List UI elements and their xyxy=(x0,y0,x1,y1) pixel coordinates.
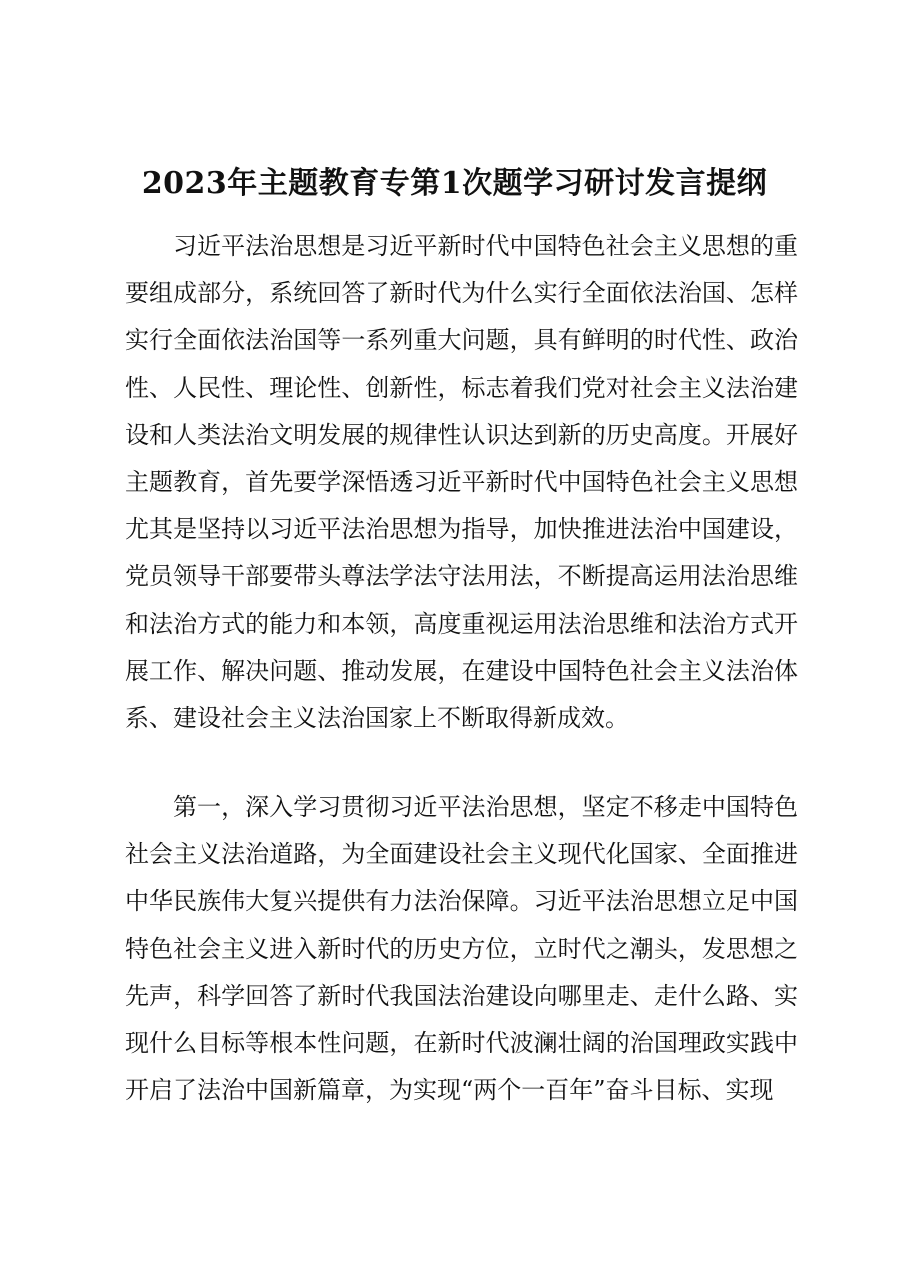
body-paragraph-1: 习近平法治思想是习近平新时代中国特色社会主义思想的重要组成部分，系统回答了新时代为什么实行全面依法治国、怎样实行全面依法治国等一系列重大问题，具有鲜明的时代性、政治性、人民性、理论性、创新性，标志着我们党对社会主义法治建设和人类法治文明发展的规律性认识达到新的历史高度。开展好主题教育，首先要学深悟透习近平新时代中国特色社会主义思想尤其是坚持以习近平法治思想为指导，加快推进法治中国建设，党员领导干部要带头尊法学法守法用法，不断提高运用法治思维和法治方式的能力和本领，高度重视运用法治思维和法治方式开展工作、解决问题、推动发展，在建设中国特色社会主义法治体系、建设社会主义法治国家上不断取得新成效。 xyxy=(125,232,798,733)
body-paragraph-2: 第一，深入学习贯彻习近平法治思想，坚定不移走中国特色社会主义法治道路，为全面建设社会主义现代化国家、全面推进中华民族伟大复兴提供有力法治保障。习近平法治思想立足中国特色社会主义进入新时代的历史方位，立时代之潮头，发思想之先声，科学回答了新时代我国法治建设向哪里走、走什么路、实现什么目标等根本性问题，在新时代波澜壮阔的治国理政实践中开启了法治中国新篇章，为实现“两个一百年”奋斗目标、实现 xyxy=(125,793,798,1105)
document-title: 2023年主题教育专第1次题学习研讨发言提纲 xyxy=(141,166,768,201)
